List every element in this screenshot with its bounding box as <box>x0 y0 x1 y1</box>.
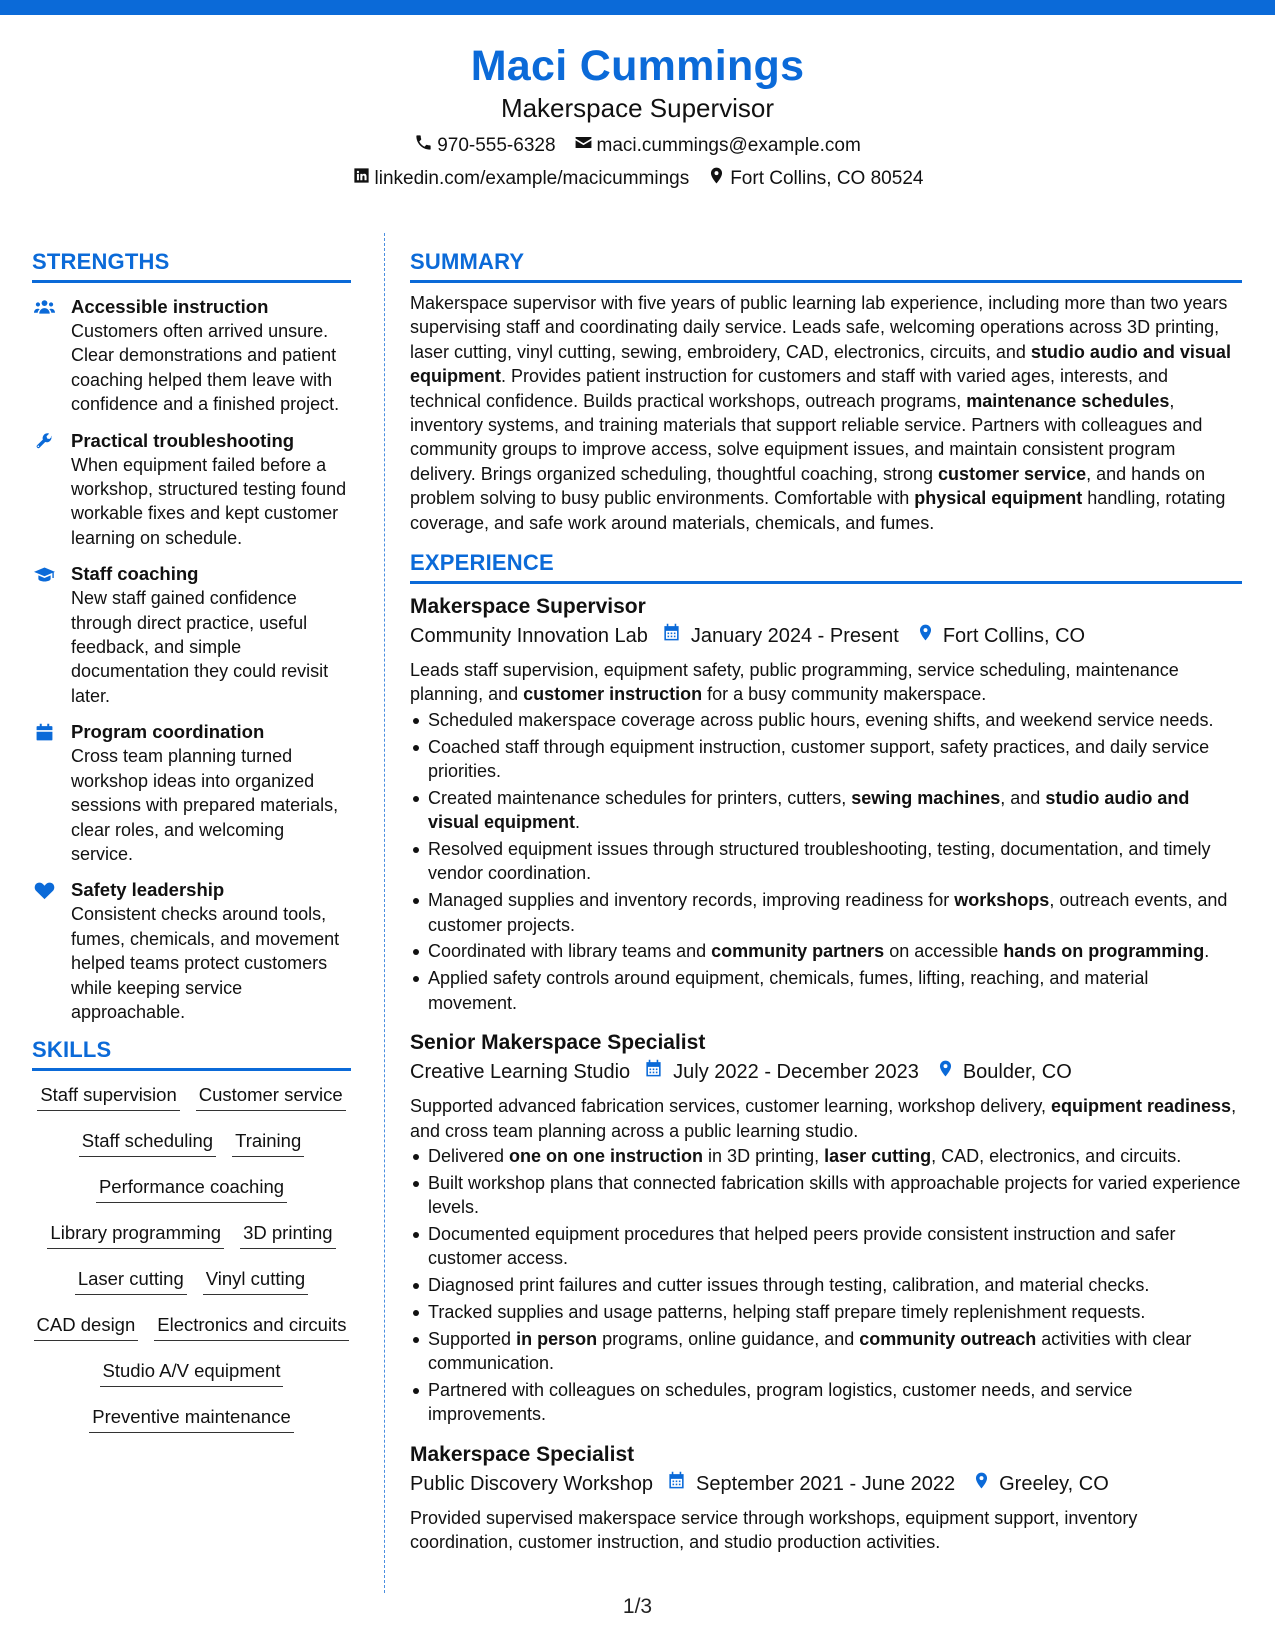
text-span: , and cross team planning across a public learning studio. <box>410 1096 1237 1141</box>
job-meta <box>410 1057 1242 1087</box>
strength-title: Accessible instruction <box>71 296 269 317</box>
bullet-item <box>410 888 1242 937</box>
company-name: Community Innovation Lab <box>410 625 648 648</box>
strength-title: Program coordination <box>71 721 265 743</box>
summary-text <box>410 291 1242 535</box>
bold-text: customer service <box>938 463 1087 484</box>
job-entry <box>410 1441 1242 1555</box>
calendar-icon <box>630 1057 673 1087</box>
map-pin-icon <box>899 621 943 651</box>
job-description <box>410 1094 1242 1143</box>
strength-title: Safety leadership <box>71 879 225 901</box>
strength-desc: When equipment failed before a workshop, structured testing found workable fixes and kept customer learning on schedule. <box>71 454 347 548</box>
strengths-heading: STRENGTHS <box>32 248 351 283</box>
skill-tag: Staff supervision <box>37 1083 179 1111</box>
bold-text: in person <box>516 1328 598 1349</box>
bullet-item <box>410 1378 1242 1427</box>
bold-text: hands on programming <box>1003 941 1205 962</box>
bold-text: one on one instruction <box>509 1145 704 1166</box>
strength-item <box>32 429 351 551</box>
job-location: Fort Collins, CO <box>942 625 1086 648</box>
contact-row-1 <box>0 133 1275 159</box>
candidate-name: Maci Cummings <box>470 42 805 90</box>
text-span: , and hands on problem solving to busy public environments. Comfortable with <box>410 463 1206 509</box>
strength-item <box>32 562 351 708</box>
text-span: programs, online guidance, and <box>597 1328 860 1349</box>
map-pin-icon <box>955 1469 999 1499</box>
text-span: Delivered <box>428 1145 510 1166</box>
text-span: Coached staff through equipment instruction, customer support, safety practices, and daily service priorities. <box>428 736 1210 782</box>
candidate-title: Makerspace Supervisor <box>500 93 775 123</box>
text-span: for a busy community makerspace. <box>702 684 987 705</box>
contact-row-2 <box>0 166 1275 192</box>
map-pin-icon <box>707 166 726 192</box>
job-description <box>410 658 1242 707</box>
text-span: . <box>1204 941 1210 962</box>
linkedin-icon <box>352 166 371 192</box>
strength-desc: Customers often arrived unsure. Clear demonstrations and patient coaching helped them leave with confidence and a finished project. <box>71 321 340 415</box>
text-span: activities with clear communication. <box>428 1328 1192 1374</box>
location-text: Fort Collins, CO 80524 <box>730 168 924 189</box>
email-text: maci.cummings@example.com <box>596 135 861 156</box>
strengths-list <box>32 295 351 1024</box>
job-bullets <box>410 708 1242 1015</box>
bold-text: sewing machines <box>851 787 1001 808</box>
strength-desc: New staff gained confidence through direct practice, useful feedback, and simple documentation they could revisit later. <box>71 588 329 706</box>
text-span: Resolved equipment issues through structured troubleshooting, testing, documentation, and timely vendor coordination. <box>428 839 1211 884</box>
bold-text: equipment readiness <box>1051 1096 1232 1117</box>
strength-title: Practical troubleshooting <box>71 429 295 451</box>
text-span: Applied safety controls around equipment, chemicals, fumes, lifting, reaching, and material movement. <box>428 968 1149 1013</box>
bold-text: studio audio and visual equipment <box>410 341 1231 387</box>
bullet-item <box>410 939 1242 963</box>
bold-text: community outreach <box>859 1328 1037 1349</box>
bullet-item <box>410 735 1242 784</box>
calendar-icon <box>653 1469 696 1499</box>
text-span: , and <box>1000 787 1046 808</box>
text-span: on accessible <box>884 941 1004 962</box>
strength-item <box>32 878 351 1024</box>
text-span: Built workshop plans that connected fabrication skills with approachable projects for varied experience levels. <box>428 1172 1241 1218</box>
text-span: . <box>575 812 581 833</box>
text-span: handling, rotating coverage, and safe work around materials, chemicals, and fumes. <box>410 488 1226 533</box>
skills-list <box>32 1083 351 1451</box>
bullet-item <box>410 1327 1242 1376</box>
text-span: Supported <box>428 1328 517 1349</box>
text-span: Leads staff supervision, equipment safety, public programming, service scheduling, maintenance planning, and <box>410 660 1179 705</box>
text-span: Supported advanced fabrication services, customer learning, workshop delivery, <box>410 1096 1051 1117</box>
job-title: Makerspace Specialist <box>410 1442 635 1466</box>
email-contact[interactable] <box>574 133 861 159</box>
phone-text: 970-555-6328 <box>437 135 556 156</box>
skill-tag: Performance coaching <box>96 1175 287 1203</box>
job-meta <box>410 1469 1242 1499</box>
text-span: Scheduled makerspace coverage across public hours, evening shifts, and weekend service needs. <box>428 709 1214 730</box>
users-icon <box>32 295 71 417</box>
text-span: Partnered with colleagues on schedules, program logistics, customer needs, and service improvements. <box>428 1379 1133 1425</box>
strength-item <box>32 295 351 417</box>
job-dates: July 2022 - December 2023 <box>673 1061 919 1084</box>
job-dates: September 2021 - June 2022 <box>696 1472 956 1495</box>
text-span: Makerspace supervisor with five years of public learning lab experience, including more than two years supervising staff and coordinating daily service. Leads safe, welcoming operations across 3D printing, laser cutting, vinyl cutting, sewing, embroidery, CAD, electronics, circuits, and <box>410 293 1228 362</box>
bullet-item <box>410 966 1242 1015</box>
skill-tag: Laser cutting <box>75 1267 187 1295</box>
strength-item <box>32 720 351 866</box>
skill-tag: Electronics and circuits <box>154 1313 349 1341</box>
bold-text: studio audio and visual equipment <box>428 787 1190 833</box>
phone-icon <box>414 133 433 159</box>
linkedin-text: linkedin.com/example/macicummings <box>374 168 690 189</box>
heart-icon <box>32 878 71 1024</box>
job-title: Makerspace Supervisor <box>410 595 646 619</box>
job-description <box>410 1506 1242 1555</box>
text-span: Created maintenance schedules for printers, cutters, <box>428 787 852 808</box>
text-span: , CAD, electronics, and circuits. <box>931 1145 1182 1166</box>
bullet-item <box>410 1222 1242 1271</box>
skill-tag: Library programming <box>47 1221 224 1249</box>
phone-contact <box>414 133 555 159</box>
skill-tag: Studio A/V equipment <box>100 1359 284 1387</box>
bullet-item <box>410 708 1242 732</box>
skill-tag: Customer service <box>196 1083 346 1111</box>
job-location: Greeley, CO <box>999 1472 1109 1495</box>
bold-text: customer instruction <box>523 684 703 705</box>
text-span: Provided supervised makerspace service through workshops, equipment support, inventory coordination, customer instruction, and studio production activities. <box>410 1507 1138 1553</box>
page-number: 1/3 <box>622 1595 653 1618</box>
job-title: Senior Makerspace Specialist <box>410 1031 706 1055</box>
bullet-item <box>410 1171 1242 1220</box>
text-span: Diagnosed print failures and cutter issues through testing, calibration, and material checks. <box>428 1275 1150 1296</box>
text-span: , outreach events, and customer projects. <box>428 890 1228 935</box>
bold-text: maintenance schedules <box>966 390 1170 411</box>
company-name: Creative Learning Studio <box>410 1061 631 1084</box>
bullet-item <box>410 786 1242 835</box>
job-meta <box>410 621 1242 651</box>
location-contact <box>707 166 923 192</box>
text-span: Tracked supplies and usage patterns, helping staff prepare timely replenishment requests. <box>428 1301 1146 1322</box>
text-span: Documented equipment procedures that helped peers provide consistent instruction and safer customer access. <box>428 1223 1176 1269</box>
bold-text: community partners <box>711 941 885 962</box>
skill-tag: CAD design <box>34 1313 139 1341</box>
skill-tag: Preventive maintenance <box>89 1405 293 1433</box>
experience-heading: EXPERIENCE <box>410 549 1242 584</box>
map-pin-icon <box>919 1057 963 1087</box>
job-entry <box>410 593 1242 1015</box>
bullet-item <box>410 1273 1242 1297</box>
bold-text: laser cutting <box>824 1145 932 1166</box>
left-column <box>32 248 351 1451</box>
envelope-icon <box>574 133 593 159</box>
text-span: Managed supplies and inventory records, improving readiness for <box>428 890 955 911</box>
column-divider <box>384 233 385 1593</box>
text-span: , inventory systems, and training materials that support reliable service. Partners with colleagues and community groups to improve access, solve equipment issues, and maintain consistent program delivery. Brings organized scheduling, thoughtful coaching, strong <box>410 390 1203 484</box>
calendar-icon <box>648 621 691 651</box>
resume-header <box>0 40 1275 192</box>
text-span: . Provides patient instruction for customers and staff with varied ages, interests, and technical confidence. Builds practical workshops, outreach programs, <box>410 366 1169 411</box>
bold-text: workshops <box>954 890 1050 911</box>
top-accent-bar <box>0 0 1275 15</box>
right-column <box>410 248 1242 1555</box>
skill-tag: 3D printing <box>240 1221 335 1249</box>
strength-title: Staff coaching <box>71 563 199 585</box>
graduation-cap-icon <box>32 562 71 708</box>
skill-tag: Staff scheduling <box>79 1129 216 1157</box>
skills-heading: SKILLS <box>32 1036 351 1071</box>
company-name: Public Discovery Workshop <box>410 1472 654 1495</box>
strength-desc: Cross team planning turned workshop ideas into organized sessions with prepared materials, clear roles, and welcoming service. <box>71 746 339 864</box>
strength-desc: Consistent checks around tools, fumes, chemicals, and movement helped teams protect customers while keeping service approachable. <box>71 904 340 1022</box>
job-bullets <box>410 1144 1242 1427</box>
job-entry <box>410 1029 1242 1427</box>
job-location: Boulder, CO <box>962 1061 1072 1084</box>
bold-text: physical equipment <box>914 488 1083 509</box>
bullet-item <box>410 837 1242 886</box>
job-dates: January 2024 - Present <box>690 625 899 648</box>
linkedin-contact[interactable] <box>352 166 690 192</box>
skill-tag: Training <box>232 1129 304 1157</box>
skill-tag: Vinyl cutting <box>203 1267 308 1295</box>
skills-section <box>32 1036 351 1451</box>
bullet-item <box>410 1300 1242 1324</box>
calendar-icon <box>32 720 71 866</box>
text-span: Coordinated with library teams and <box>428 941 712 962</box>
summary-heading: SUMMARY <box>410 248 1242 283</box>
text-span: in 3D printing, <box>703 1145 825 1166</box>
bullet-item <box>410 1144 1242 1168</box>
wrench-icon <box>32 429 71 551</box>
